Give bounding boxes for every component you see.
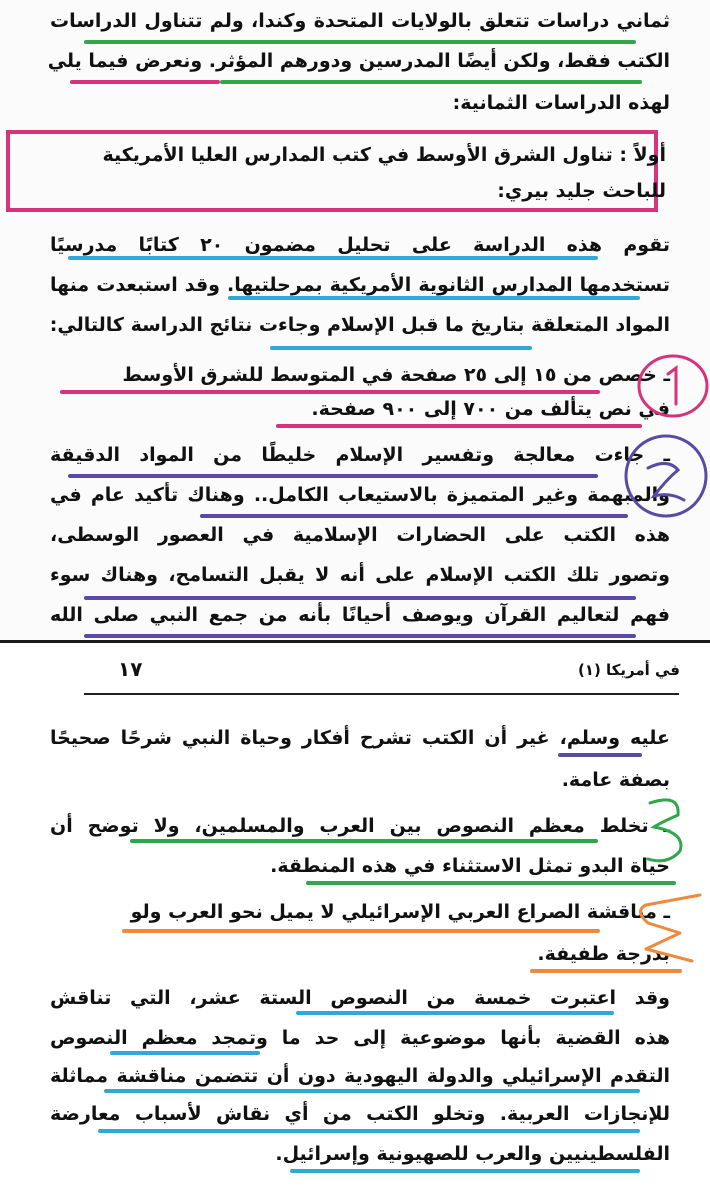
text-line: ـ خصص من ١٥ إلى ٢٥ صفحة في المتوسط للشرق الأوسط xyxy=(122,364,670,386)
section-heading: أولاً : تناول الشرق الأوسط في كتب المدارس العليا الأمريكية xyxy=(102,144,666,166)
blue-underline xyxy=(68,256,598,260)
text-line: بصفة عامة. xyxy=(561,769,670,791)
page-number: ١٧ xyxy=(118,657,143,681)
blue-underline xyxy=(228,296,640,300)
blue-underline xyxy=(110,1051,260,1055)
text-line: عليه وسلم، غير أن الكتب تشرح أفكار وحياة النبي شرحًا صحيحًا xyxy=(50,727,670,749)
blue-underline xyxy=(270,346,532,350)
purple-underline xyxy=(84,634,636,638)
text-line: ـ تخلط معظم النصوص بين العرب والمسلمين، ولا توضح أن xyxy=(50,815,670,837)
text-line: ـ جاءت معالجة وتفسير الإسلام خليطًا من المواد الدقيقة xyxy=(50,444,670,466)
text-line: للإنجازات العربية. وتخلو الكتب من أي نقاش لأسباب معارضة xyxy=(50,1103,670,1125)
pink-underline xyxy=(276,424,642,428)
text-line: وقد اعتبرت خمسة من النصوص الستة عشر، التي تناقش xyxy=(50,987,670,1009)
green-underline xyxy=(220,80,642,84)
pink-underline xyxy=(60,390,600,394)
purple-underline xyxy=(84,596,636,600)
handwritten-three-icon xyxy=(640,793,700,873)
text-line: هذه الكتب على الحضارات الإسلامية في العصور الوسطى، xyxy=(50,524,670,546)
blue-underline xyxy=(290,1169,640,1173)
text-line: لهذه الدراسات الثمانية: xyxy=(452,92,670,114)
text-line: الكتب فقط، ولكن أيضًا المدرسين ودورهم المؤثر. ونعرض فيما يلي xyxy=(47,50,670,72)
handwritten-four-icon xyxy=(626,881,710,971)
text-line: هذه القضية بأنها موضوعية إلى حد ما وتمجد معظم النصوص xyxy=(50,1027,670,1049)
circled-number-two-icon xyxy=(618,428,710,520)
text-line: والمبهمة وغير المتميزة بالاستيعاب الكامل.. وهناك تأكيد عام في xyxy=(50,484,670,506)
text-line: ثماني دراسات تتعلق بالولايات المتحدة وكندا، ولم تتناول الدراسات xyxy=(50,10,670,32)
text-line: في نص يتألف من ٧٠٠ إلى ٩٠٠ صفحة. xyxy=(311,398,670,420)
circled-number-one-icon xyxy=(628,352,710,422)
purple-underline xyxy=(68,474,598,478)
green-underline xyxy=(130,839,598,843)
pink-underline xyxy=(70,80,220,84)
orange-underline xyxy=(122,929,600,933)
text-line: بدرجة طفيفة. xyxy=(537,943,670,965)
page-lower xyxy=(0,643,710,1200)
text-line: فهم لتعاليم القرآن ويوصف أحيانًا بأنه من جمع النبي صلى الله xyxy=(50,604,670,626)
purple-underline xyxy=(558,753,642,757)
text-line: تقوم هذه الدراسة على تحليل مضمون ٢٠ كتابًا مدرسيًا xyxy=(50,234,670,256)
header-rule xyxy=(84,693,679,695)
blue-underline xyxy=(98,1129,640,1133)
purple-underline xyxy=(200,514,628,518)
text-line: الفلسطينيين والعرب للصهيونية وإسرائيل. xyxy=(275,1143,670,1165)
text-line: المواد المتعلقة بتاريخ ما قبل الإسلام وجاءت نتائج الدراسة كالتالي: xyxy=(49,314,670,336)
section-heading-author: للباحث جليد بيري: xyxy=(497,180,666,202)
text-line: ـ مناقشة الصراع العربي الإسرائيلي لا يميل نحو العرب ولو xyxy=(130,901,670,923)
text-line: التقدم الإسرائيلي والدولة اليهودية دون أن تتضمن مناقشة مماثلة xyxy=(50,1065,670,1087)
blue-underline xyxy=(296,1011,614,1015)
text-line: حياة البدو تمثل الاستثناء في هذه المنطقة. xyxy=(270,855,670,877)
green-underline xyxy=(84,40,636,44)
blue-underline xyxy=(104,1089,640,1093)
text-line: وتصور تلك الكتب الإسلام على أنه لا يقبل التسامح، وهناك سوء xyxy=(50,564,670,586)
text-line: تستخدمها المدارس الثانوية الأمريكية بمرحلتيها. وقد استبعدت منها xyxy=(50,274,670,296)
running-head: في أمريكا (١) xyxy=(577,661,680,679)
green-underline xyxy=(306,881,676,885)
